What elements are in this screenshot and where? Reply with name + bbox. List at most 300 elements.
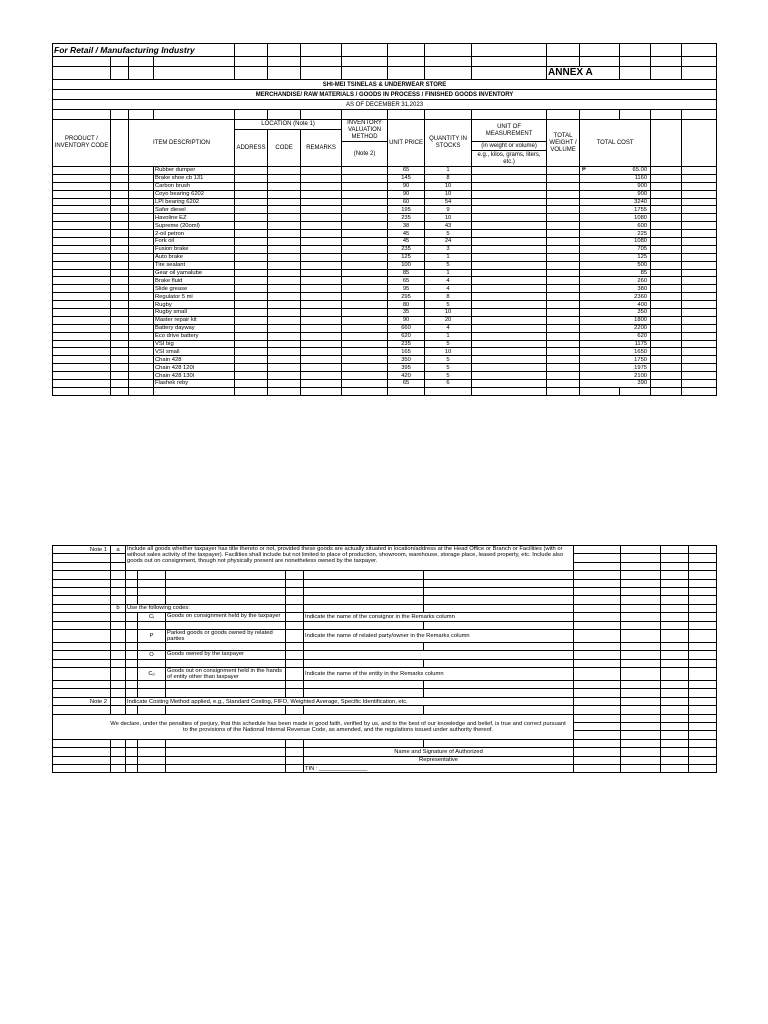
item-description: Auto brake	[154, 253, 235, 261]
item-description: Safer diesel	[154, 206, 235, 214]
code-instruction: Indicate the name of related party/owner in the Remarks column	[304, 629, 574, 642]
valuation-cell	[342, 269, 388, 277]
uom-cell	[472, 167, 547, 175]
industry-label: For Retail / Manufacturing Industry	[53, 44, 235, 57]
weight-cell	[547, 214, 580, 222]
uom-cell	[472, 348, 547, 356]
col-valuation-method: INVENTORY VALUATION METHOD	[342, 120, 388, 142]
uom-cell	[472, 380, 547, 388]
table-row	[53, 238, 717, 246]
code-instruction: Indicate the name of the entity in the Remarks column	[304, 668, 574, 681]
remarks-cell	[301, 332, 342, 340]
table-row	[53, 316, 717, 324]
quantity: 54	[425, 198, 472, 206]
code-cell	[268, 238, 301, 246]
product-code-cell	[53, 230, 111, 238]
address-cell	[235, 269, 268, 277]
valuation-cell	[342, 340, 388, 348]
uom-cell	[472, 309, 547, 317]
address-cell	[235, 253, 268, 261]
note2-label: Note 2	[53, 697, 111, 705]
unit-price: 90	[388, 190, 425, 198]
quantity: 5	[425, 372, 472, 380]
address-cell	[235, 214, 268, 222]
total-cost: 390	[580, 380, 651, 388]
quantity: 4	[425, 324, 472, 332]
signature-label: Name and Signature of Authorized	[304, 748, 574, 756]
product-code-cell	[53, 293, 111, 301]
valuation-cell	[342, 174, 388, 182]
quantity: 20	[425, 316, 472, 324]
uom-cell	[472, 269, 547, 277]
col-uom: UNIT OF MEASUREMENT	[472, 120, 547, 142]
remarks-cell	[301, 340, 342, 348]
table-row	[53, 253, 717, 261]
remarks-cell	[301, 293, 342, 301]
weight-cell	[547, 364, 580, 372]
unit-price: 90	[388, 316, 425, 324]
table-row	[53, 167, 717, 175]
weight-cell	[547, 261, 580, 269]
table-row	[53, 190, 717, 198]
product-code-cell	[53, 174, 111, 182]
col-unit-price: UNIT PRICE	[388, 120, 425, 167]
note1-label: Note 1	[53, 546, 111, 554]
total-cost: 225	[580, 230, 651, 238]
item-description: Havoline EZ	[154, 214, 235, 222]
weight-cell	[547, 293, 580, 301]
total-cost: 260	[580, 277, 651, 285]
remarks-cell	[301, 190, 342, 198]
table-row	[53, 372, 717, 380]
valuation-cell	[342, 309, 388, 317]
address-cell	[235, 167, 268, 175]
valuation-cell	[342, 182, 388, 190]
total-cost: 705	[580, 245, 651, 253]
weight-cell	[547, 238, 580, 246]
table-row	[53, 182, 717, 190]
table-row	[53, 348, 717, 356]
note1-a-text: Include all goods whether taxpayer has title thereto or not, provided these goods are actually situated in location/address at the Head Office or Branch or Facilities (with or without sales activity of the taxpayer). Facilities shall include but not limited to place of production, showroom, warehouse, storage place, leased property, etc. Include also goods out on consignment, though not physically present are nonetheless owned by the taxpayer.	[126, 546, 574, 571]
unit-price: 295	[388, 293, 425, 301]
weight-cell	[547, 348, 580, 356]
quantity: 10	[425, 214, 472, 222]
unit-price: 65	[388, 167, 425, 175]
product-code-cell	[53, 214, 111, 222]
total-cost: 3240	[580, 198, 651, 206]
code-cell	[268, 309, 301, 317]
item-description: Supreme (20oml)	[154, 222, 235, 230]
code-cell	[268, 324, 301, 332]
total-cost: 125	[580, 253, 651, 261]
total-cost: 2200	[580, 324, 651, 332]
remarks-cell	[301, 222, 342, 230]
remarks-cell	[301, 309, 342, 317]
unit-price: 80	[388, 301, 425, 309]
product-code-cell	[53, 324, 111, 332]
uom-cell	[472, 293, 547, 301]
unit-price: 235	[388, 245, 425, 253]
address-cell	[235, 206, 268, 214]
item-description: Fusion brake	[154, 245, 235, 253]
product-code-cell	[53, 277, 111, 285]
table-row	[53, 269, 717, 277]
item-description: Battery dayway	[154, 324, 235, 332]
quantity: 1	[425, 167, 472, 175]
table-row	[53, 380, 717, 388]
unit-price: 350	[388, 356, 425, 364]
address-cell	[235, 238, 268, 246]
remarks-cell	[301, 182, 342, 190]
uom-cell	[472, 301, 547, 309]
remarks-cell	[301, 316, 342, 324]
address-cell	[235, 372, 268, 380]
quantity: 5	[425, 230, 472, 238]
product-code-cell	[53, 238, 111, 246]
weight-cell	[547, 332, 580, 340]
quantity: 1	[425, 253, 472, 261]
remarks-cell	[301, 372, 342, 380]
address-cell	[235, 348, 268, 356]
quantity: 1	[425, 269, 472, 277]
unit-price: 65	[388, 277, 425, 285]
table-row	[53, 261, 717, 269]
quantity: 10	[425, 348, 472, 356]
item-description: Brake fluid	[154, 277, 235, 285]
uom-cell	[472, 222, 547, 230]
item-description: Chain 428 120l	[154, 364, 235, 372]
total-cost: 1080	[580, 238, 651, 246]
address-cell	[235, 277, 268, 285]
unit-price: 125	[388, 253, 425, 261]
note1-b-text: Use the following codes:	[126, 604, 286, 612]
product-code-cell	[53, 167, 111, 175]
item-description: Chain 428 130l	[154, 372, 235, 380]
table-row	[53, 356, 717, 364]
uom-cell	[472, 316, 547, 324]
uom-cell	[472, 245, 547, 253]
weight-cell	[547, 198, 580, 206]
code-cell	[268, 301, 301, 309]
code-description: Goods on consignment held by the taxpayer	[166, 613, 286, 621]
col-total-weight: TOTAL WEIGHT / VOLUME	[547, 120, 580, 167]
code-cell	[268, 380, 301, 388]
item-description: LPI bearing 6202	[154, 198, 235, 206]
valuation-cell	[342, 301, 388, 309]
quantity: 10	[425, 190, 472, 198]
address-cell	[235, 293, 268, 301]
uom-cell	[472, 214, 547, 222]
col-quantity: QUANTITY IN STOCKS	[425, 120, 472, 167]
weight-cell	[547, 372, 580, 380]
valuation-cell	[342, 285, 388, 293]
product-code-cell	[53, 332, 111, 340]
table-row	[53, 309, 717, 317]
code-row	[53, 668, 717, 681]
valuation-cell	[342, 348, 388, 356]
uom-cell	[472, 364, 547, 372]
table-row	[53, 364, 717, 372]
total-cost: 85	[580, 269, 651, 277]
remarks-cell	[301, 277, 342, 285]
unit-price: 90	[388, 182, 425, 190]
unit-price: 35	[388, 309, 425, 317]
code-cell	[268, 206, 301, 214]
table-row	[53, 277, 717, 285]
code-cell	[268, 285, 301, 293]
address-cell	[235, 245, 268, 253]
total-cost: 1080	[580, 214, 651, 222]
item-description: Slide grease	[154, 285, 235, 293]
remarks-cell	[301, 198, 342, 206]
valuation-cell	[342, 372, 388, 380]
unit-price: 165	[388, 348, 425, 356]
weight-cell	[547, 206, 580, 214]
address-cell	[235, 190, 268, 198]
table-row	[53, 206, 717, 214]
code-cell	[268, 348, 301, 356]
product-code-cell	[53, 190, 111, 198]
item-description: Rugby	[154, 301, 235, 309]
code-cell	[268, 356, 301, 364]
inventory-table	[52, 43, 717, 396]
remarks-cell	[301, 214, 342, 222]
table-row	[53, 324, 717, 332]
tin-field: TIN : _______________	[304, 764, 574, 772]
total-cost: 350	[580, 309, 651, 317]
total-cost: 1800	[580, 316, 651, 324]
total-cost: 400	[580, 301, 651, 309]
valuation-cell	[342, 277, 388, 285]
address-cell	[235, 356, 268, 364]
product-code-cell	[53, 285, 111, 293]
col-address: ADDRESS	[235, 130, 268, 167]
item-description: Rubber dumper	[154, 167, 235, 175]
quantity: 9	[425, 206, 472, 214]
product-code-cell	[53, 364, 111, 372]
weight-cell	[547, 380, 580, 388]
product-code-cell	[53, 372, 111, 380]
valuation-cell	[342, 293, 388, 301]
remarks-cell	[301, 167, 342, 175]
total-cost: 500	[580, 261, 651, 269]
item-description: VSI big	[154, 340, 235, 348]
remarks-cell	[301, 348, 342, 356]
weight-cell	[547, 167, 580, 175]
remarks-cell	[301, 324, 342, 332]
weight-cell	[547, 277, 580, 285]
uom-cell	[472, 206, 547, 214]
table-row	[53, 230, 717, 238]
address-cell	[235, 222, 268, 230]
code-description: Goods out on consignment held in the hands of entity other than taxpayer	[166, 668, 286, 681]
table-row	[53, 174, 717, 182]
total-cost: 2360	[580, 293, 651, 301]
uom-cell	[472, 356, 547, 364]
uom-cell	[472, 198, 547, 206]
unit-price: 60	[388, 198, 425, 206]
total-cost: 1650	[580, 348, 651, 356]
code-cell	[268, 214, 301, 222]
valuation-cell	[342, 230, 388, 238]
address-cell	[235, 285, 268, 293]
quantity: 5	[425, 261, 472, 269]
uom-cell	[472, 238, 547, 246]
inventory-items	[53, 167, 717, 388]
product-code-cell	[53, 316, 111, 324]
item-description: Brake shoe cb 131	[154, 174, 235, 182]
weight-cell	[547, 301, 580, 309]
currency-symbol: ₱	[582, 167, 586, 174]
remarks-cell	[301, 238, 342, 246]
code-instruction: Indicate the name of the consignor in the Remarks column	[304, 613, 574, 621]
product-code-cell	[53, 340, 111, 348]
valuation-cell	[342, 261, 388, 269]
remarks-cell	[301, 269, 342, 277]
weight-cell	[547, 309, 580, 317]
remarks-cell	[301, 261, 342, 269]
quantity: 43	[425, 222, 472, 230]
remarks-cell	[301, 380, 342, 388]
valuation-cell	[342, 356, 388, 364]
address-cell	[235, 380, 268, 388]
note1-a-label: a	[111, 546, 126, 554]
weight-cell	[547, 230, 580, 238]
code-description: Parked goods or goods owned by related parties	[166, 629, 286, 642]
quantity: 6	[425, 380, 472, 388]
item-description: Tire sealant	[154, 261, 235, 269]
product-code-cell	[53, 182, 111, 190]
weight-cell	[547, 174, 580, 182]
uom-cell	[472, 340, 547, 348]
code-cell	[268, 269, 301, 277]
code-cell	[268, 316, 301, 324]
quantity: 1	[425, 332, 472, 340]
total-cost	[580, 167, 651, 175]
code-cell	[268, 261, 301, 269]
item-description: Gear oil yamalube	[154, 269, 235, 277]
code-cell	[268, 230, 301, 238]
unit-price: 45	[388, 230, 425, 238]
item-description: Carbon brush	[154, 182, 235, 190]
valuation-cell	[342, 253, 388, 261]
remarks-cell	[301, 301, 342, 309]
product-code-cell	[53, 206, 111, 214]
total-cost: 620	[580, 332, 651, 340]
code-cell	[268, 167, 301, 175]
unit-price: 620	[388, 332, 425, 340]
address-cell	[235, 340, 268, 348]
weight-cell	[547, 340, 580, 348]
total-cost-value: 65.00	[632, 167, 648, 174]
quantity: 8	[425, 293, 472, 301]
address-cell	[235, 198, 268, 206]
total-cost: 2100	[580, 372, 651, 380]
notes-table	[52, 545, 717, 773]
remarks-cell	[301, 206, 342, 214]
item-description: Rugby small	[154, 309, 235, 317]
remarks-cell	[301, 245, 342, 253]
unit-price: 45	[388, 238, 425, 246]
quantity: 10	[425, 309, 472, 317]
total-cost: 900	[580, 182, 651, 190]
col-location: LOCATION (Note 1)	[235, 120, 342, 130]
quantity: 5	[425, 364, 472, 372]
annex-label: ANNEX A	[547, 67, 620, 80]
quantity: 8	[425, 174, 472, 182]
total-cost: 900	[580, 190, 651, 198]
code-cell	[268, 222, 301, 230]
remarks-cell	[301, 174, 342, 182]
valuation-cell	[342, 245, 388, 253]
uom-cell	[472, 190, 547, 198]
col-item-description: ITEM DESCRIPTION	[129, 120, 235, 167]
unit-price: 660	[388, 324, 425, 332]
quantity: 5	[425, 340, 472, 348]
code-row	[53, 613, 717, 621]
weight-cell	[547, 182, 580, 190]
uom-cell	[472, 261, 547, 269]
unit-price: 95	[388, 285, 425, 293]
item-description: Fork oil	[154, 238, 235, 246]
remarks-cell	[301, 285, 342, 293]
col-uom-sub: (in weight or volume)	[472, 142, 547, 151]
product-code-cell	[53, 269, 111, 277]
col-total-cost: TOTAL COST	[580, 120, 651, 167]
total-cost: 1160	[580, 174, 651, 182]
address-cell	[235, 182, 268, 190]
code-cell	[268, 340, 301, 348]
address-cell	[235, 309, 268, 317]
valuation-cell	[342, 214, 388, 222]
code-symbol: O	[138, 651, 166, 659]
declaration-text: We declare, under the penalties of perjury, that this schedule has been made in good faith, verified by us, and to the best of our knowledge and belief, is true and correct pursuant to the provisions of the National Internal Revenue Code, as amended, and the regulations issued under authority thereof.	[53, 714, 574, 739]
col-uom-example: e.g., kilos, grams, liters, etc.)	[472, 151, 547, 167]
code-instruction	[304, 651, 574, 659]
code-cell	[268, 253, 301, 261]
code-cell	[268, 174, 301, 182]
address-cell	[235, 261, 268, 269]
table-row	[53, 340, 717, 348]
product-code-cell	[53, 222, 111, 230]
code-cell	[268, 364, 301, 372]
uom-cell	[472, 324, 547, 332]
weight-cell	[547, 253, 580, 261]
uom-cell	[472, 230, 547, 238]
weight-cell	[547, 222, 580, 230]
valuation-cell	[342, 206, 388, 214]
remarks-cell	[301, 356, 342, 364]
unit-price: 100	[388, 261, 425, 269]
note1-b-label: b	[111, 604, 126, 612]
weight-cell	[547, 324, 580, 332]
unit-price: 38	[388, 222, 425, 230]
table-row	[53, 332, 717, 340]
product-code-cell	[53, 301, 111, 309]
quantity: 5	[425, 356, 472, 364]
code-list	[53, 613, 717, 689]
product-code-cell	[53, 309, 111, 317]
unit-price: 65	[388, 380, 425, 388]
total-cost: 1175	[580, 340, 651, 348]
quantity: 4	[425, 285, 472, 293]
quantity: 3	[425, 245, 472, 253]
total-cost: 1755	[580, 206, 651, 214]
representative-label: Representative	[304, 756, 574, 764]
weight-cell	[547, 190, 580, 198]
code-cell	[268, 190, 301, 198]
unit-price: 395	[388, 364, 425, 372]
